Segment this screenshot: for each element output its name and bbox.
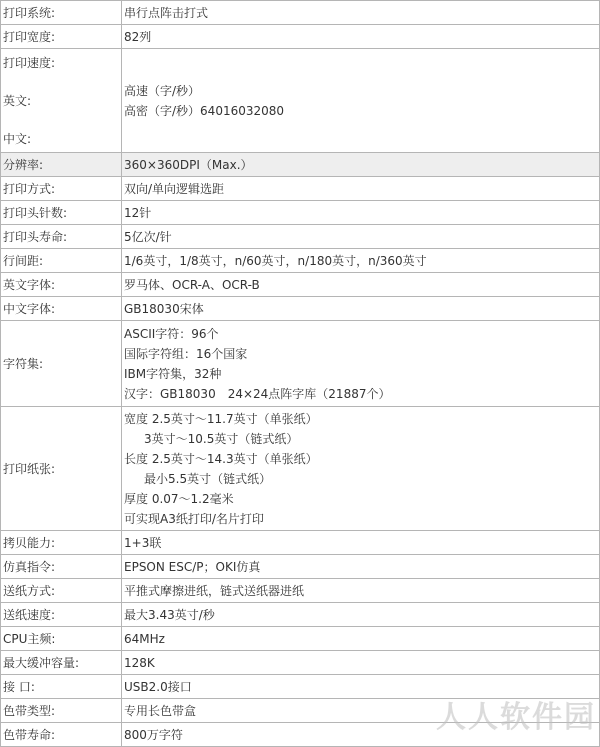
row-label <box>1 49 122 153</box>
row-value: GB18030宋体 <box>122 297 600 321</box>
row-value: 串行点阵击打式 <box>122 1 600 25</box>
row-label: 拷贝能力: <box>1 531 122 555</box>
value-line: ASCII字符：96个 <box>124 326 219 341</box>
row-value <box>122 407 600 531</box>
row-value: 1/6英寸，1/8英寸，n/60英寸，n/180英寸，n/360英寸 <box>122 249 600 273</box>
row-value: 5亿次/针 <box>122 225 600 249</box>
value-line: 高速（字/秒） <box>124 83 201 98</box>
row-value: 82列 <box>122 25 600 49</box>
label-line: 英文: <box>3 93 32 108</box>
label-line: 打印速度: <box>3 55 56 70</box>
table-row <box>1 555 600 579</box>
row-value: 罗马体、OCR-A、OCR-B <box>122 273 600 297</box>
row-label: 色带寿命: <box>1 723 122 747</box>
table-row <box>1 153 600 177</box>
table-row <box>1 225 600 249</box>
row-value <box>122 321 600 407</box>
row-label: 英文字体: <box>1 273 122 297</box>
row-label: 字符集: <box>1 321 122 407</box>
row-label: 打印方式: <box>1 177 122 201</box>
row-label: 接 口: <box>1 675 122 699</box>
label-line: 中文: <box>3 131 32 146</box>
row-label: 中文字体: <box>1 297 122 321</box>
row-label: 最大缓冲容量: <box>1 651 122 675</box>
row-label: 分辨率: <box>1 153 122 177</box>
row-label: 送纸速度: <box>1 603 122 627</box>
row-value: EPSON ESC/P；OKI仿真 <box>122 555 600 579</box>
row-label: 打印系统: <box>1 1 122 25</box>
row-value: 128K <box>122 651 600 675</box>
table-row <box>1 177 600 201</box>
row-label: 打印头针数: <box>1 201 122 225</box>
row-label: 打印宽度: <box>1 25 122 49</box>
row-label: 送纸方式: <box>1 579 122 603</box>
table-row <box>1 273 600 297</box>
value-line: 国际字符组：16个国家 <box>124 346 248 361</box>
value-line: 汉字：GB18030 24×24点阵字库（21887个） <box>124 386 391 401</box>
table-row <box>1 1 600 25</box>
row-value: 最大3.43英寸/秒 <box>122 603 600 627</box>
table-row <box>1 407 600 531</box>
row-value: 800万字符 <box>122 723 600 747</box>
row-value: 平推式摩擦进纸，链式送纸器进纸 <box>122 579 600 603</box>
table-row <box>1 723 600 747</box>
table-row <box>1 25 600 49</box>
site-watermark: 人人软件园 <box>436 700 596 735</box>
row-label: CPU主频: <box>1 627 122 651</box>
row-label: 仿真指令: <box>1 555 122 579</box>
table-row <box>1 297 600 321</box>
value-line: 长度 2.5英寸～14.3英寸（单张纸） <box>124 451 318 466</box>
value-line: 3英寸～10.5英寸（链式纸） <box>144 431 299 446</box>
value-line: 可实现A3纸打印/名片打印 <box>124 511 264 526</box>
table-row <box>1 249 600 273</box>
table-row <box>1 579 600 603</box>
value-line: 高密（字/秒）64016032080 <box>124 103 285 118</box>
row-value <box>122 49 600 153</box>
table-row <box>1 49 600 153</box>
value-line: IBM字符集，32种 <box>124 366 222 381</box>
row-value: 64MHz <box>122 627 600 651</box>
row-value: 专用长色带盒 <box>122 699 600 723</box>
table-row <box>1 699 600 723</box>
value-line: 最小5.5英寸（链式纸） <box>144 471 272 486</box>
table-row <box>1 531 600 555</box>
row-value: 双向/单向逻辑选距 <box>122 177 600 201</box>
table-row <box>1 201 600 225</box>
row-label: 行间距: <box>1 249 122 273</box>
table-row <box>1 651 600 675</box>
row-label: 打印纸张: <box>1 407 122 531</box>
row-value: 360×360DPI（Max.） <box>122 153 600 177</box>
row-label: 色带类型: <box>1 699 122 723</box>
row-value: 12针 <box>122 201 600 225</box>
value-line: 宽度 2.5英寸～11.7英寸（单张纸） <box>124 411 318 426</box>
row-value: 1+3联 <box>122 531 600 555</box>
value-line: 厚度 0.07～1.2毫米 <box>124 491 234 506</box>
table-row <box>1 321 600 407</box>
table-row <box>1 675 600 699</box>
row-value: USB2.0接口 <box>122 675 600 699</box>
row-label: 打印头寿命: <box>1 225 122 249</box>
table-row <box>1 627 600 651</box>
table-row <box>1 603 600 627</box>
